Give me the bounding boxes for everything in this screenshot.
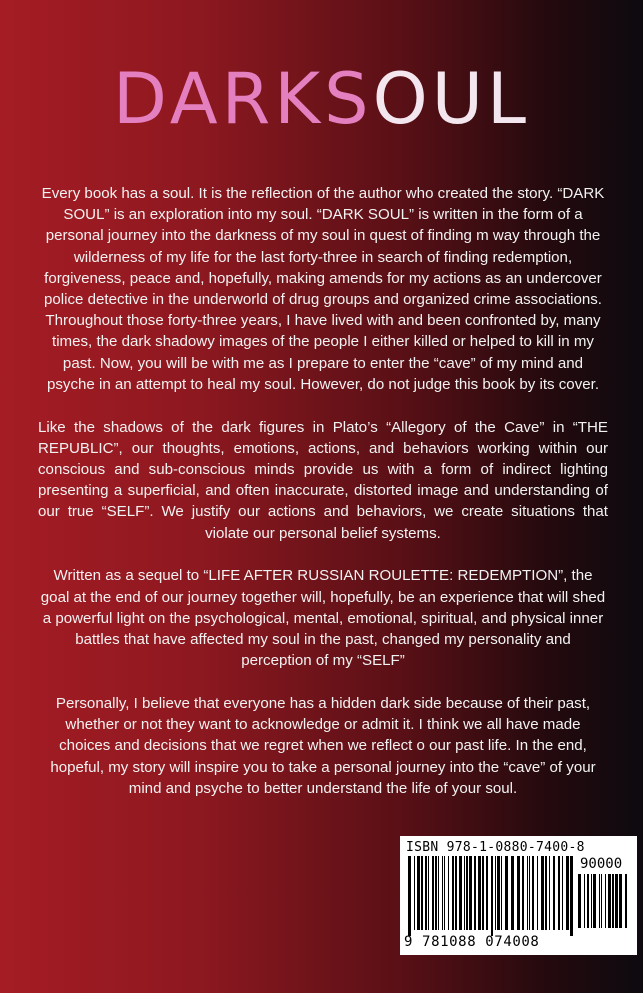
price-code: 90000 (580, 856, 623, 872)
blurb (38, 183, 608, 821)
barcode-bars (408, 856, 574, 936)
isbn-text: ISBN 978-1-0880-7400-8 (406, 840, 585, 855)
addon-barcode-bars (578, 874, 630, 934)
blurb-paragraph-1: Every book has a soul. It is the reflection of the author who created the story. “DARK SOUL” is an exploration into my soul. “DARK SOUL” is written in the form of a personal journey into the darkness of my soul in quest of finding m way through the wilderness of my life for the last forty-three in search of finding redemption, forgiveness, peace and, hopefully, making amends for my actions as an undercover police detective in the underworld of drug groups and organized crime associations. Throughout those forty-three years, I have lived with and been confronted by, many times, the dark shadowy images of the people I either killed or helped to kill in my past. Now, you will be with me as I prepare to enter the “cave” of my mind and psyche in an attempt to heal my soul. However, do not judge this book by its cover. (41, 185, 605, 393)
blurb-paragraph-3: Written as a sequel to “LIFE AFTER RUSSIAN ROULETTE: REDEMPTION”, the goal at the end of our journey together will, hopefully, be an experience that will shed a powerful light on the psychological, mental, emotional, spiritual, and physical inner battles that have affected my soul in the past, changed my personality and perception of my “SELF” (40, 567, 606, 670)
blurb-paragraph-2: Like the shadows of the dark figures in Plato’s “Allegory of the Cave” in “THE REPUBLIC”, our thoughts, emotions, actions, and behaviors working within our conscious and sub-conscious minds provide us with a form of indirect lighting presenting a superficial, and often inaccurate, distorted image and understanding of our true “SELF”. We justify our actions and behaviors, we create situations that violate our personal belief systems. (38, 418, 608, 542)
barcode-digits: 9 781088 074008 (404, 934, 540, 950)
blurb-paragraph-4: Personally, I believe that everyone has a hidden dark side because of their past, whether or not they want to acknowledge or admit it. I think we all have made choices and decisions that we regret when we reflect o our past life. In the end, hopeful, my story will inspire you to take a personal journey into the “cave” of your mind and psyche to better understand the life of your soul. (50, 695, 596, 797)
isbn-barcode (400, 836, 637, 955)
book-title: DARKSOUL (113, 58, 530, 140)
